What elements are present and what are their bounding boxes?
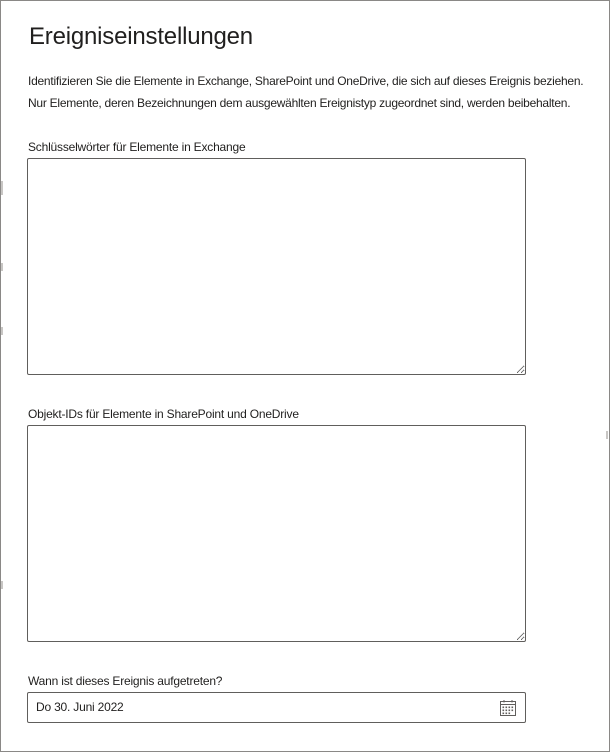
background-edge-mark [606,431,608,439]
background-edge-mark [1,327,3,335]
background-edge-mark [1,581,3,589]
description-line-1: Identifizieren Sie die Elemente in Exchange, SharePoint und OneDrive, die sich auf dieses Ereignis beziehen. [28,74,584,88]
sharepoint-ids-label: Objekt-IDs für Elemente in SharePoint und OneDrive [28,407,299,421]
background-edge-mark [1,181,3,195]
event-date-label: Wann ist dieses Ereignis aufgetreten? [28,674,223,688]
panel-title: Ereigniseinstellungen [29,23,253,50]
calendar-icon[interactable] [499,699,517,717]
sharepoint-ids-input[interactable] [27,425,526,642]
event-date-picker[interactable] [27,692,526,723]
event-date-input[interactable] [36,693,476,722]
exchange-keywords-input[interactable] [27,158,526,375]
exchange-keywords-label: Schlüsselwörter für Elemente in Exchange [28,140,246,154]
background-edge-mark [1,263,3,271]
description-line-2: Nur Elemente, deren Bezeichnungen dem ausgewählten Ereignistyp zugeordnet sind, werden beibehalten. [28,96,571,110]
